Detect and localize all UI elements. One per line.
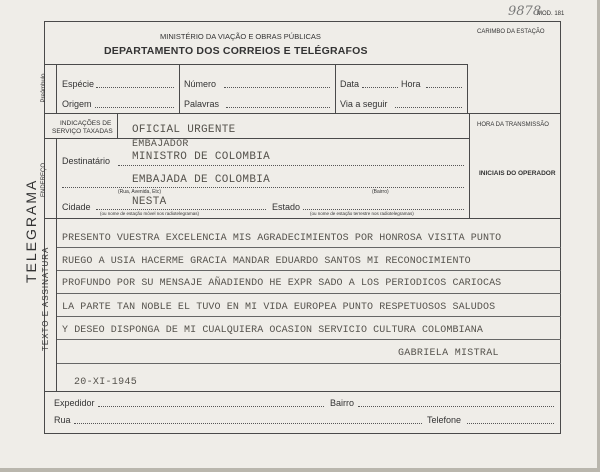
estado-label: Estado <box>272 202 301 212</box>
estado-field[interactable] <box>303 209 464 210</box>
message-line-4: LA PARTE TAN NOBLE EL TUVO EN MI VIDA EUROPEA PUNTO RESPETUOSOS SALUDOS <box>62 302 496 313</box>
data-label: Data <box>340 79 360 89</box>
bairro-label: Bairro <box>330 398 355 408</box>
message-line-1: PRESENTO VUESTRA EXCELENCIA MIS AGRADECIMIENTOS POR HONROSA VISITA PUNTO <box>62 233 502 244</box>
hora-transmissao-label: HORA DA TRANSMISSÃO <box>477 122 549 128</box>
cidade-value: NESTA <box>132 196 167 208</box>
numero-field[interactable] <box>224 87 330 88</box>
text-bottom <box>44 391 561 392</box>
destinatario-label: Destinatário <box>62 156 111 166</box>
message-date: 20-XI-1945 <box>74 377 138 388</box>
frame-right <box>560 21 561 434</box>
frame-top <box>44 21 561 22</box>
message-line-2: RUEGO A USIA HACERME GRACIA MANDAR EDUARDO SANTOS MI RECONOCIMIENTO <box>62 256 471 267</box>
station-stamp-label: CARIMBO DA ESTAÇÃO <box>477 29 545 35</box>
text-rule-3 <box>57 293 561 294</box>
address-label-divider <box>56 139 57 219</box>
endereco-section-label: ENDEREÇO <box>41 163 47 198</box>
destinatario-field[interactable] <box>118 165 464 166</box>
estado-hint: (ou nome de estação terrestre nos radiotelegramas) <box>310 211 414 216</box>
expedidor-field[interactable] <box>98 406 324 407</box>
telefone-field[interactable] <box>467 423 554 424</box>
texto-section-label: TEXTO E ASSINATURA <box>41 246 50 351</box>
cidade-label: Cidade <box>62 202 91 212</box>
ministry-title: MINISTÉRIO DA VIAÇÃO E OBRAS PÚBLICAS <box>160 32 321 41</box>
bairro-hint: (Bairro) <box>372 189 389 195</box>
address-field[interactable] <box>62 187 464 188</box>
especie-field[interactable] <box>96 87 174 88</box>
cidade-hint: (ou nome de estação móvel nos radiotelegramas) <box>100 211 200 216</box>
preamble-right <box>467 64 468 114</box>
numero-label: Número <box>184 79 217 89</box>
department-title: DEPARTAMENTO DOS CORREIOS E TELÉGRAFOS <box>104 45 368 57</box>
address-bottom <box>44 218 561 219</box>
palavras-label: Palavras <box>184 99 220 109</box>
indicacoes-label-1: INDICAÇÕES DE <box>60 120 112 127</box>
preamble-col2 <box>335 64 336 114</box>
right-column-divider <box>469 114 470 218</box>
bairro-field[interactable] <box>358 406 554 407</box>
cidade-field[interactable] <box>96 209 266 210</box>
iniciais-operador-label: INICIAIS DO OPERADOR <box>479 170 556 177</box>
preamble-bottom <box>44 113 561 114</box>
palavras-field[interactable] <box>226 107 330 108</box>
form-model-number: MOD. 181 <box>537 11 565 17</box>
address-line: EMBAJADA DE COLOMBIA <box>132 174 271 186</box>
telegram-side-title: TELEGRAMA <box>23 178 39 283</box>
via-field[interactable] <box>395 107 462 108</box>
handwritten-number: 9878 <box>508 4 542 19</box>
preamble-top <box>44 64 467 65</box>
message-line-3: PROFUNDO POR SU MENSAJE AÑADIENDO HE EXPR SADO A LOS PERIODICOS CARIOCAS <box>62 278 502 289</box>
preamble-col1 <box>179 64 180 114</box>
rua-field[interactable] <box>74 423 422 424</box>
text-label-divider <box>56 219 57 391</box>
hora-field[interactable] <box>426 87 462 88</box>
text-rule-6 <box>57 363 561 364</box>
indicacoes-bottom <box>44 138 469 139</box>
destinatario-line-2: MINISTRO DE COLOMBIA <box>132 151 271 163</box>
indicacoes-value: OFICIAL URGENTE <box>132 124 236 136</box>
text-rule-1 <box>57 247 561 248</box>
hora-label: Hora <box>401 79 421 89</box>
telefone-label: Telefone <box>427 415 462 425</box>
preamble-label-divider <box>56 64 57 114</box>
via-label: Via a seguir <box>340 99 388 109</box>
signature: GABRIELA MISTRAL <box>398 348 499 359</box>
text-rule-5 <box>57 339 561 340</box>
destinatario-line-1: EMBAJADOR <box>132 139 189 150</box>
frame-bottom <box>44 433 561 434</box>
expedidor-label: Expedidor <box>54 398 95 408</box>
indicacoes-divider <box>117 114 118 139</box>
especie-label: Espécie <box>62 79 95 89</box>
message-line-5: Y DESEO DISPONGA DE MI CUALQUIERA OCASION SERVICIO CULTURA COLOMBIANA <box>62 325 483 336</box>
rua-label: Rua <box>54 415 71 425</box>
rua-hint: (Rua, Avenida, Etc) <box>118 189 161 195</box>
preamble-section-label: Preâmbulo <box>41 73 47 103</box>
indicacoes-label-2: SERVIÇO TAXADAS <box>52 128 113 135</box>
origem-label: Origem <box>62 99 92 109</box>
origem-field[interactable] <box>95 107 174 108</box>
data-field[interactable] <box>362 87 398 88</box>
text-rule-2 <box>57 270 561 271</box>
text-rule-4 <box>57 316 561 317</box>
